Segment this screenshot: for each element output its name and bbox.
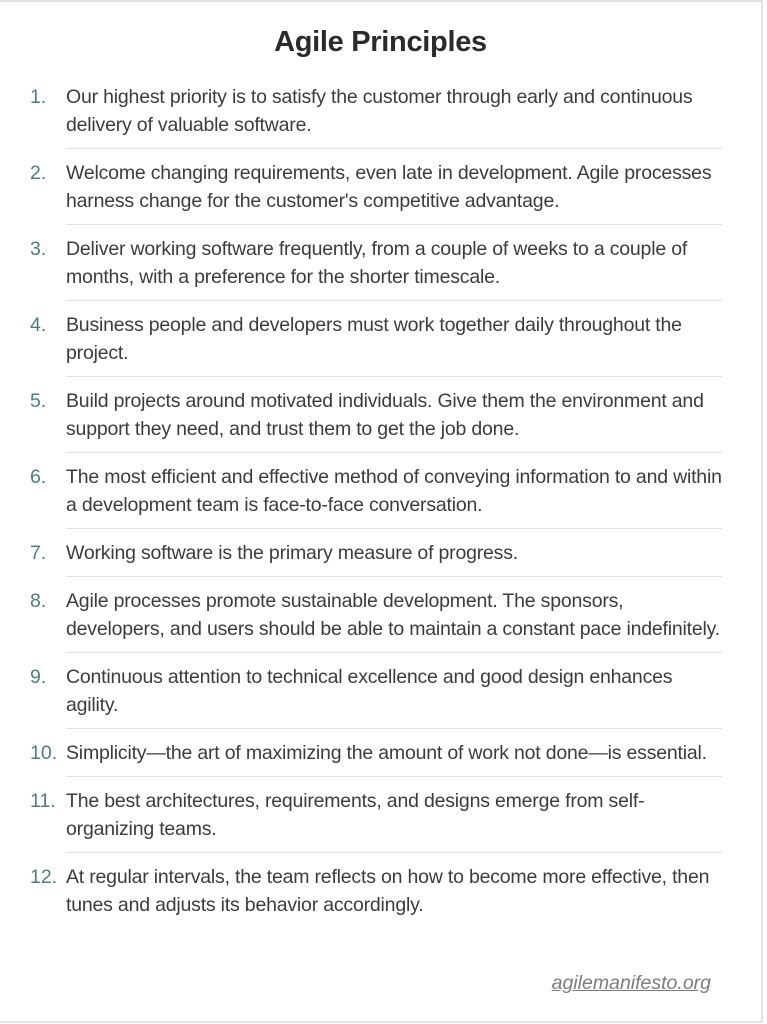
item-text: Business people and developers must work together daily throughout the project. (66, 310, 722, 377)
item-number: 3. (30, 238, 47, 260)
list-item (0, 662, 761, 729)
item-text: Deliver working software frequently, from a couple of weeks to a couple of months, with a preference for the shorter timescale. (66, 234, 722, 301)
item-text: Our highest priority is to satisfy the customer through early and continuous delivery of valuable software. (66, 82, 722, 149)
item-text: The best architectures, requirements, and designs emerge from self-organizing teams. (66, 786, 722, 853)
list-item (0, 738, 761, 777)
list-item (0, 462, 761, 529)
item-number: 5. (30, 390, 47, 412)
item-number: 12. (30, 866, 58, 888)
list-item (0, 158, 761, 225)
item-number: 9. (30, 666, 47, 688)
list-item (0, 586, 761, 653)
list-item (0, 310, 761, 377)
item-number: 2. (30, 162, 47, 184)
item-number: 7. (30, 542, 47, 564)
item-text: Welcome changing requirements, even late in development. Agile processes harness change for the customer's competitive advantage. (66, 158, 722, 225)
item-text: Build projects around motivated individuals. Give them the environment and support they need, and trust them to get the job done. (66, 386, 722, 453)
list-item (0, 862, 761, 928)
item-text: At regular intervals, the team reflects on how to become more effective, then tunes and adjusts its behavior accordingly. (66, 866, 710, 916)
list-item (0, 786, 761, 853)
item-number: 6. (30, 466, 47, 488)
page-title: Agile Principles (274, 26, 487, 58)
item-text: Working software is the primary measure of progress. (66, 538, 722, 577)
item-number: 10. (30, 742, 58, 764)
item-text: Continuous attention to technical excellence and good design enhances agility. (66, 662, 722, 729)
item-text: The most efficient and effective method of conveying information to and within a development team is face-to-face conversation. (66, 462, 722, 529)
list-item (0, 538, 761, 577)
list-item (0, 234, 761, 301)
principles-list (0, 82, 761, 937)
list-item (0, 386, 761, 453)
item-number: 8. (30, 590, 47, 612)
item-number: 11. (30, 790, 56, 812)
list-item (0, 82, 761, 149)
item-text: Agile processes promote sustainable development. The sponsors, developers, and users should be able to maintain a constant pace indefinitely. (66, 586, 722, 653)
source-link[interactable]: agilemanifesto.org (551, 972, 711, 994)
item-number: 4. (30, 314, 47, 336)
item-number: 1. (30, 86, 47, 108)
item-text: Simplicity—the art of maximizing the amount of work not done—is essential. (66, 738, 722, 777)
